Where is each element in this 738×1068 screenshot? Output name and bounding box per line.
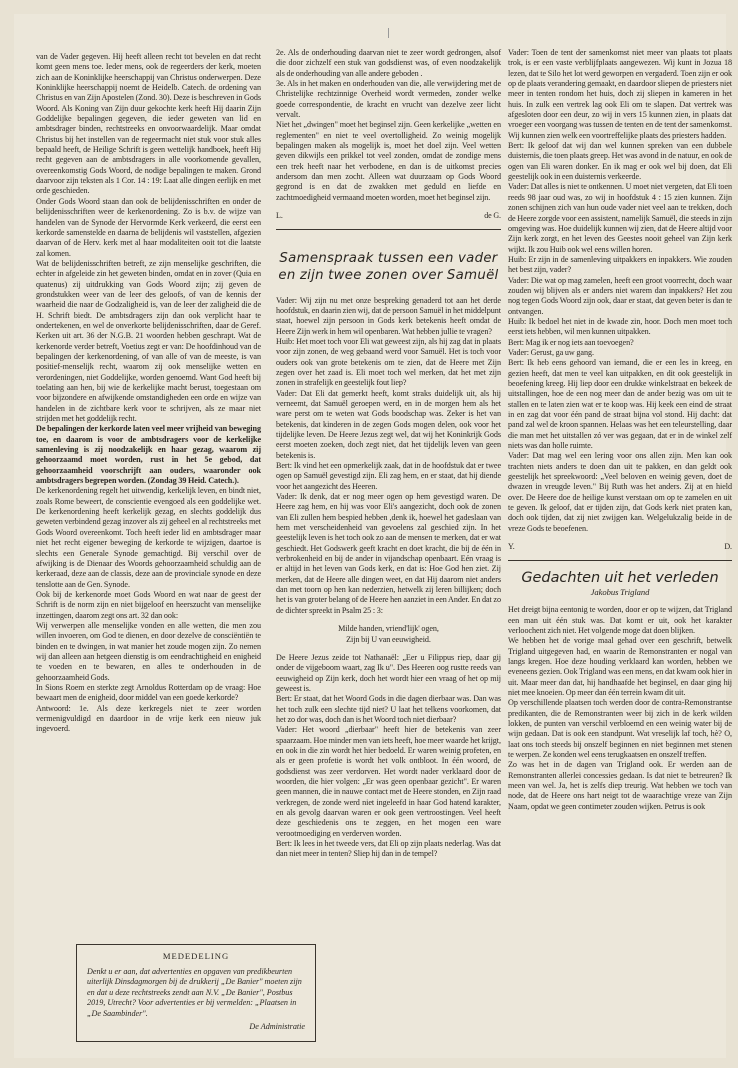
dialogue-line: Bert: Ik lees in het tweede vers, dat Eli op zijn plaats nederlag. Was dat dan niet meer in tenten? Sliep hij dan in de tempel? — [276, 839, 501, 859]
signature-left: Y. — [508, 542, 515, 552]
dialogue-line: Bert: Ik vind het een opmerkelijk zaak, dat in de hoofdstuk dat er twee ogen op Samuël gevestigd zijn. Eli zag hem, en er staat, dat hij diende voor het aangezicht des Heeren. — [276, 461, 501, 491]
dialogue-line: De Heere Jezus zeide tot Nathanaël: „Eer u Filippus riep, daar gij onder de vijgeboom waart, zag Ik u". Des Heeren oog rustte reeds van eeuwigheid op Zijn kerk, doch het wordt hier een vraag of het op mij geweest is. — [276, 652, 501, 693]
dialogue-line: Vader: Die wat op mag zamelen, heeft een groot voorrecht, doch waar zouden wij blijven als er anders niet warem dan inpakkers? Het zou nog tegen Gods Woord zijn ook, daar er staat, dat geven beter is dan te ontvangen. — [508, 275, 732, 316]
divider — [276, 229, 501, 230]
dialogue-line: Bert: Ik heb eens gehoord van iemand, die er een les in kreeg, en gezien heeft, dat men te veel kan uitpakken, en dit ook geestelijk in beoefening kreeg. Hij liep door een drukke winkelstraat en bekeek de uitstallingen, hoe de een nog meer dan de ander bezig was om uit te stallen en te laten zien wat er te koop was. Hij keek een eind de straat in en zag dat voor één pand de straat bijna vol stond. Hij dacht: dat pand zal wel de kroon spannen. Helaas was het een teleurstelling, daar die man met het uitstallen zó ver was gegaan, dat er in de winkel zelf niets was dan holle ruimte. — [508, 358, 732, 451]
notice-signature: De Administratie — [249, 1022, 305, 1031]
article-author: Jakobus Trigland — [590, 586, 650, 597]
col1-paragraph: Onder Gods Woord staan dan ook de belijdenisschriften en onder de belijdenisschriften weer de kerkenordening. Zo is b.v. de wijze van handelen van de Synode der Hervormde Kerk verkeerd, die eerst een kerkorde samenstelde en daarna de belijdenis wil vaststellen, afgezien daarvan of de Herv. kerk met al haar modaliteiten ooit tot die laatste zal komen. — [36, 196, 261, 258]
dialogue-line: Huib: Ik bedoel het niet in de kwade zin, hoor. Doch men moet toch eerst iets hebben, wil men kunnen uitpakken. — [508, 316, 732, 337]
article-paragraph: Zo was het in de dagen van Trigland ook. Er werden aan de Remonstranten allerlei concessies gedaan. Is dat niet te betreuren? Ik meen van wel. Ja, het is zelfs diep treurig. Wat hebben we toch van node, dat de Heere ons hart neigt tot de waarachtige vreze van Zijn Naam, opdat we geen contimeter zouden wijken. Petrus is ook — [508, 760, 732, 811]
col1-paragraph: In Sions Roem en sterkte zegt Arnoldus Rotterdam op de vraag: Hoe bewaart men de enigheid, door middel van een goede kerkorde? — [36, 682, 261, 703]
article-paragraph: Op verschillende plaatsen toch werden door de contra-Remonstrantse predikanten, die de Remonstranten weer bij zich in de kerk wilden lokken, de punten van verschil verbloemd en een weinig water bij de wijn gedaan. Dat is ook een standpunt. Wat vreselijk laf toch, hè? O, laat ons toch steeds bij onszelf beginnen en niet beginnen met stenen te werpen. Ze konden wel eens terugkaatsen en onszelf treffen. — [508, 698, 732, 759]
dialogue-line: Vader: Gerust, ga uw gang. — [508, 347, 594, 357]
notice-title: MEDEDELING — [162, 951, 230, 961]
notice-body: Denkt u er aan, dat advertenties en opgaven van predikbeurten uiterlijk Dinsdagmorgen bij de drukkerij „De Banier" moeten zijn en dat u deze rechtstreeks zendt aan N.V. „De Banier", Postbus 2019, Utrecht? Voor advertenties er bij vermelden: „Plaatsen in „De Saambinder". — [87, 966, 302, 1018]
col1-paragraph: Wij verwerpen alle menselijke vonden en alle wetten, die men zou willen invoeren, om God te dienen, en door dezelve de consciëntiën te binden en te dwingen, in wat manier het zoude mogen zijn. Zo nemen wij dan alleen aan hetgeen dienstig is om eendrachtigheid en enigheid te voeden en te bewaren, en alles te onderhouden in de gehoorzaamheid Gods. — [36, 620, 261, 682]
article-title: Samenspraak tussen een vader en zijn twee zonen over Samuël — [278, 250, 499, 283]
article-signature — [508, 542, 732, 552]
page-fold-mark — [388, 28, 389, 38]
col2-paragraph: 3e. Als in het maken en onderhouden van die, alle verwijdering met de Christelijke rechtzinnige Overheid wordt vermeden, zonder welke goede correspondentie, de kracht en vrucht van dezelve zeer licht vervalt. — [276, 79, 501, 120]
poem-line: Zijn bij U van eeuwigheid. — [346, 634, 431, 644]
col1-paragraph: Wat de belijdenisschriften betreft, ze zijn menselijke geschriften, die echter in afgeleide zin het geweten binden, omdat en in zover (Quia en quatenus) zij uitdrukking van Gods Woord zijn; zij geven de grondstukken weer van de leer des geloofs, of van de kennis der waarheid die naar de Godzaligheid is, van de leer der zaligheid die de H. Schrift biedt. De ambtsdragers zijn dan ook verplicht haar te ondertekenen, en wel de onverkorte belijdenisschriften, daar de Geref. Kerken uit art. 36 der N.G.B. 21 woorden hebben geschrapt. Wat de kerkenorde verder betreft, Voetius zegt er van: De hoofdinhoud van de bepalingen der kerkenordening, of van alle of van de meeste, is van positief-menselijk recht, waarom zij ook menselijke wetten en verordeningen, niet Goddelijke, worden genoemd. Want God heeft bij toelating aan hen, bij wie de kerkelijke macht berust, toegestaan om voor bijzondere en afwijkende omstandigheden een orde en wijze van handelen in de zichtbare kerk voor te schrijven, als ze maar niet strijden met het goddelijk recht. — [36, 258, 261, 424]
dialogue-line: Bert: Ik geloof dat wij dan wel kunnen spreken van een dubbele duisternis, die toen plaats greep. Het was avond in de natuur, en ook de ogen van Eli waren donker. En ik mag er ook wel bij doen, dat Eli geestelijk ook in een duisternis verkeerde. — [508, 141, 732, 182]
column-2 — [276, 48, 501, 860]
col1-paragraph: Antwoord: 1e. Als deze kerkregels niet te zeer worden vermenigvuldigd en daardoor in de vrije kerk een nieuw juk ingevoerd. — [36, 703, 261, 734]
signature-right: de G. — [484, 211, 501, 221]
col1-paragraph: van de Vader gegeven. Hij heeft alleen recht tot bevelen en dat recht komt geen mens toe. Ieder mens, ook de regeerders der kerk, moeten zich aan de Koninklijke heerschappij van Christus onderwerpen. Deze Koninklijke heerschappij noemt de Heidelb. Catech. de ordening van Christus en van Zijn Apostelen (Zond. 30). Deze is beschreven in Gods Woord. Als Koning van Zijn duur gekochte kerk heeft Hij daarin Zijn Goddelijke bepalingen gegeven, die ieder geweten van lid en ambtsdrager binden, rechtstreeks en onvoorwaardelijk. Maar omdat Christus bij het instellen van de regeermacht niet stuk voor stuk alles bepaald heeft, de Heilige Schrift is geen wettelijk handboek, heeft Hij recht gegeven aan de ambtsdragers in alle voorkomende gevallen, overeenkomstig Gods Woord, de nodige bepalingen te maken. Grond daarvoor zijn teksten als 1 Cor. 14 : 19: Laat alle dingen eerlijk en met orde geschieden. — [36, 52, 261, 196]
dialogue-line: Vader: Toen de tent der samenkomst niet meer van plaats tot plaats trok, is er een vaste verblijfplaats aangewezen. Wij kunt in Jozua 18 lezen, dat te Silo het lot werd geworpen en vergaderd. Toen zijn er ook op de plaats verandering gemaakt, en daardoor sliepen de priesters niet meer in tenten rondom het huis, doch zij sliepen in kameren in het huis. In zulk een vertrek lag ook Eli om te slapen. Dat vertrek was afgesloten door een deur, zo wij in vers 15 kunnen zien, in plaats dat vroeger een voorgang was tussen de tenten en de tent der samenkomst. Wij kunnen zien welk een voortreffelijke plaats des priesters hadden. — [508, 48, 732, 140]
dialogue-line: Vader: Het woord „dierbaar" heeft hier de betekenis van zeer spaarzaam. Hoe minder men van iets heeft, hoe meer waarde het krijgt, en ook in die zin wordt het hier bedoeld. Er waren weinig profeten, en als er geen profetie is wordt het volk ontbloot. In één woord, de godsdienst was zeer verdorven. Het wordt nader verklaard door de woorden, die hier volgen: „Er was geen openbaar gezicht". Er waren geen mannen, die in nauwe contact met de Heere stonden, en Zijn raad verkregen, de zonde werd niet ingeleefd in haar God hatend karakter, en als gevolg daarvan waren er ook geen vertroostingen. Veel heeft deze geschiedenis ons te zeggen, en het mogen een ware verootmoediging en verderven worden. — [276, 725, 501, 838]
divider — [508, 560, 732, 561]
col1-paragraph: De kerkenordening regelt het uitwendig, kerkelijk leven, en bindt niet, zoals Rome beweert, de conscientie evengoed als een goddelijke wet. De kerkenordening heeft kerkelijk gezag, en slechts goddelijk dus geweten verbindend gezag inzover als zij geheel en al rechtstreeks met Gods Woord overeenkomt. Toch heeft ieder lid en ambtsdrager maar niet het recht eigener beweging de kerkorde te wijzigen, daartoe is slechts een Generale Synode gemachtigd. Bij verschil over de afwijking is de Dienaar des Woords gehoorzaamheid schuldig aan de kerkeraad, deze aan de classis, deze aan de provinciale synode en deze tenslotte aan de Gen. Synode. — [36, 486, 261, 589]
col2-paragraph: Niet het „dwingen" moet het beginsel zijn. Geen kerkelijke „wetten en reglementen" en niet te veel overtolligheid. Zo weinig mogelijk bepalingen maken als mogelijk is, moet het doel zijn. Veel wetten geven dikwijls een prikkel tot veel zonden, omdat de zondige mens een trek heeft naar het verbodene, en dan is de uitkomst precies andersom dan men zocht. Alleen wat duurzaam op Gods Woord gegrond is en dat de zwakken met geduld en liefde en zachtmoedigheid vermaand moeten worden, moet het beginsel zijn. — [276, 120, 501, 202]
col1-paragraph: Ook bij de kerkenorde moet Gods Woord en wat naar de geest der Schrift is de norm zijn en niet bijgeloof en heerszucht van menselijke inzettingen, daarom zegt ons art. 32 dan ook: — [36, 589, 261, 620]
article-signature — [276, 211, 501, 221]
article-paragraph: We hebben het de vorige maal gehad over een geschrift, betwelk Trigland uitgegeven had, en waarin de Remonstranten er nogal van langs kregen. Hoe deze houding verklaard kan worden, hebben we eveneens gezien. Ook Trigland was een mens, en dat kwam ook hier in uit. Maar meer dan dat, hij handhaafde het beginsel, en daar ging hij niet mee knoeien. Op meer dan één terrein kwam dit uit. — [508, 636, 732, 697]
column-3 — [508, 48, 732, 812]
dialogue-line: Vader: Ik denk, dat er nog meer ogen op hem gevestigd waren. De Heere zag hem, en hij was voor Eli's aangezicht, doch ook de zonen van Eli zullen hem bespied hebben ,denk ik, hoewel het gadeslaan van hem met verscheidenheid van gevoelens zal geschied zijn. In het geestelijk leven is het toch ook zo aan de mensen te merken, dat er wat geschiedt. Het Godswerk geeft kracht en doet kracht, die bij de één in verbrokenheid en bij de ander in vijandschap openbaart. Eén vraag is er altijd in het leven van Gods kerk, en dat is: Hoe God hen ziet. Zij merken, dat de Heere alle dingen weet, en dat Hij daarom niet anders dan met toorn op hen kan nederzien, hetwelk zij leren billijken; doch het is van groter belang of de Heere hen aanziet in een Ander. En dat zo de dichter spreekt in Psalm 25 : 3: — [276, 492, 501, 615]
psalm-quote — [276, 624, 501, 645]
notice-box — [76, 944, 316, 1042]
article-title: Gedachten uit het verleden — [521, 569, 719, 586]
dialogue-line: Vader: Wij zijn nu met onze bespreking genaderd tot aan het derde hoofdstuk, en daarin zien wij, dat de persoon Samuël in het middelpunt staat, hoewel zijn persoon in Gods kerk betekenis heeft omdat de Heere Zijn werk in hem wil openbaren. Wat hebben jullie te vragen? — [276, 295, 501, 336]
article-paragraph: Het dreigt bijna eentonig te worden, door er op te wijzen, dat Trigland een man uit één stuk was. Dat komt er uit, ook het karakter verloochent zich niet. Het volgende moge dat doen blijken. — [508, 605, 732, 635]
dialogue-line: Vader: Dat alles is niet te ontkennen. U moet niet vergeten, dat Eli toen reeds 98 jaar oud was, zo wij in hoofdstuk 4 : 15 zien kunnen. Zijn zonen schijnen zich van hun oude vader niet veel aan te trekken, doch de Heere zorgde voor een assistent, namelijk Samuël, die steeds in zijn omgeving was. Hoe duidelijk kunnen wij zien, dat de Heere altijd voor Zijn kerk zorgt, en het leven des Geestes nooit geheel van Zijn kerk wijkt. Ik zou Huib ook wel eens willen horen. — [508, 182, 732, 254]
signature-right: D. — [724, 542, 732, 552]
dialogue-line: Huib: Er zijn in de samenleving uitpakkers en inpakkers. Wie zouden het best zijn, vader? — [508, 254, 732, 275]
dialogue-line: Bert: Er staat, dat het Woord Gods in die dagen dierbaar was. Dan was het toch zulk een slechte tijd niet? U laat het telkens voorkomen, dat het zo dor was, doch dan is het Woord toch niet dierbaar? — [276, 694, 501, 724]
column-1 — [36, 52, 261, 735]
signature-left: L. — [276, 211, 283, 221]
col2-paragraph: 2e. Als de onderhouding daarvan niet te zeer wordt gedrongen, alsof die door zichzelf een stuk van godsdienst was, of even noodzakelijk als de onderhouding van alle andere geboden . — [276, 48, 501, 78]
dialogue-line: Vader: Dat mag wel een lering voor ons allen zijn. Men kan ook trachten niets anders te doen dan uit te pakken, en dan geldt ook geestelijk het spreekwoord: „Veel beloven en weinig geven, doet de dwazen in vreugde leven." Bij Ruth was het anders. Zij at en hield over. De Heere doe de heilige kunst verstaan om op te zamelen en uit te geven. Ik geloof, dat er tijden zijn, dat Gods kerk niet praten kan, doch ook tijden, dat zij niet zwijgen kan. Welgelukzalig beide in de vreze Gods te beoefenen. — [508, 451, 732, 533]
dialogue-line: Huib: Het moet toch voor Eli wat geweest zijn, als hij zag dat in plaats voor zijn zonen, de weg gebaand werd voor Samuël. Het is toch voor ouders ook van grote betekenis om te zien, dat de Heere met Zijn zegen over het zaad is. Eli moet toch wel merken, dat het met zijn zonen in strafelijk en geestelijk fout liep? — [276, 336, 501, 388]
newspaper-page — [14, 14, 732, 1058]
col1-paragraph: De bepalingen der kerkorde laten veel meer vrijheid van beweging toe, en daarom is voor de ambtsdragers voor de kerkelijke samenleving is zij noodzakelijk en haar gezag, waarom zij gehoorzaamd moet worden, rust in het 5e gebod, dat gehoorzaamheid voorschrijft aan ouders, waaronder ook ambtsdragers begrepen worden. (Zondag 39 Heid. Catech.). — [36, 424, 261, 486]
poem-line: Milde handen, vriend'lijk' ogen, — [338, 624, 439, 634]
dialogue-line: Bert: Mag ik er nog iets aan toevoegen? — [508, 337, 634, 347]
dialogue-line: Vader: Dat Eli dat gemerkt heeft, komt straks duidelijk uit, als hij verneemt, dat Samuël geroepen werd, en in de morgen hem als het ware perst om te weten wat Gods boodschap was. Zeker is het van betekenis, dat kinderen in de zegen Gods mogen delen, ook voor het tijdelijke leven. De Heere Jezus zegt wel, dat wij het Koninkrijk Gods eerst moeten zoeken, doch zegt niet, dat het tijdelijk leven van geen betekenis is. — [276, 388, 501, 460]
